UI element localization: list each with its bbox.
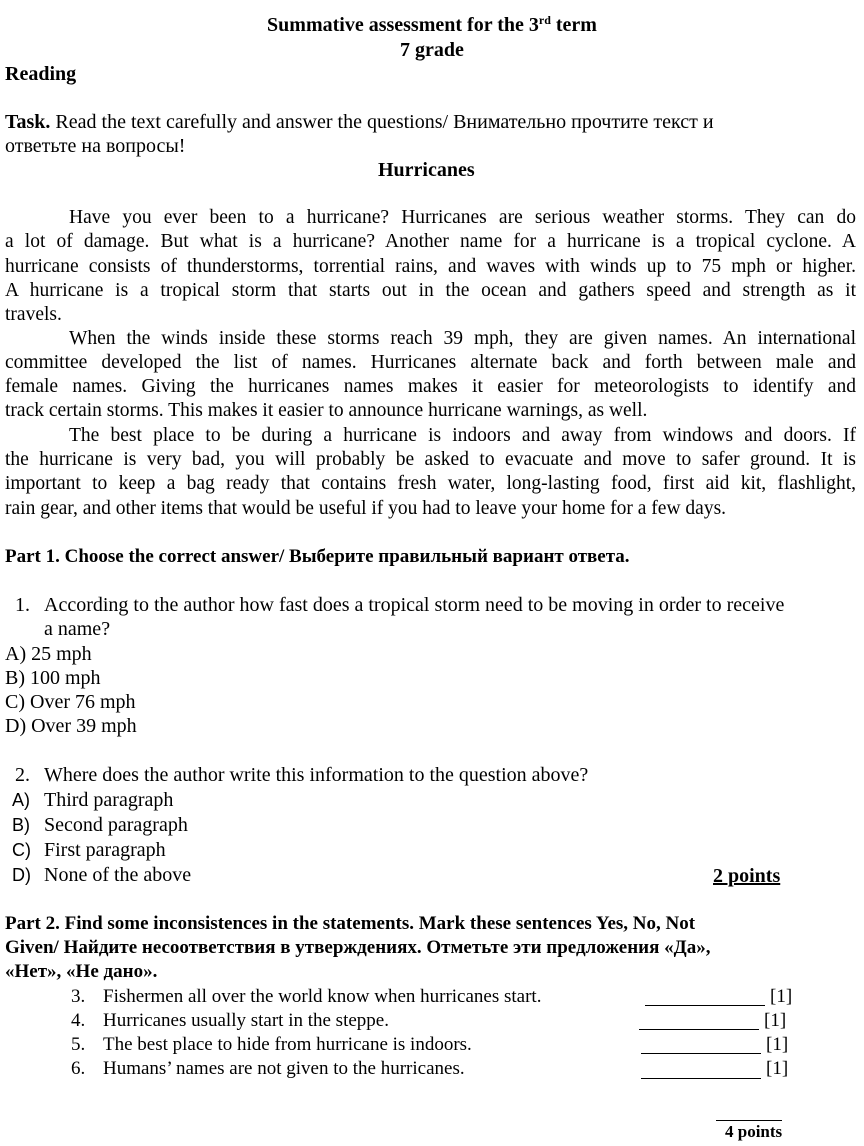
statement-mark: [1] xyxy=(764,1010,787,1031)
passage-line: the hurricane is very bad, you will probably be asked to evacuate and move to safer ground. It is xyxy=(5,449,856,470)
passage-line: committee developed the list of names. Hurricanes alternate back and forth between male and xyxy=(5,352,856,373)
statement-mark: [1] xyxy=(770,986,793,1007)
question-number: 1. xyxy=(15,594,30,616)
passage-line: travels. xyxy=(5,304,62,325)
option-letter: A) xyxy=(12,790,30,810)
statement-text: The best place to hide from hurricane is indoors. xyxy=(103,1034,472,1055)
section-heading: Reading xyxy=(5,63,77,85)
answer-option: D) Over 39 mph xyxy=(5,715,137,737)
answer-option: None of the above xyxy=(44,864,192,886)
passage-line: female names. Giving the hurricanes names makes it easier for meteorologists to identify and xyxy=(5,376,856,397)
statement-number: 4. xyxy=(71,1010,86,1031)
question-1-text-line2: a name? xyxy=(44,618,111,640)
statement-number: 5. xyxy=(71,1034,86,1055)
part1-points: 2 points xyxy=(713,865,781,887)
answer-option: A) 25 mph xyxy=(5,643,92,665)
passage-line: a lot of damage. But what is a hurricane? Another name for a hurricane is a tropical cyclone. A xyxy=(5,231,856,252)
answer-blank[interactable] xyxy=(641,1078,761,1079)
statement-number: 3. xyxy=(71,986,86,1007)
answer-option: C) Over 76 mph xyxy=(5,691,136,713)
answer-option: Third paragraph xyxy=(44,789,174,811)
passage-line: The best place to be during a hurricane is indoors and away from windows and doors. If xyxy=(69,425,856,446)
answer-option: B) 100 mph xyxy=(5,667,101,689)
statement-text: Fishermen all over the world know when hurricanes start. xyxy=(103,986,542,1007)
passage-line: When the winds inside these storms reach 39 mph, they are given names. An international xyxy=(69,328,856,349)
title-text: Summative assessment for the 3 xyxy=(267,14,539,36)
statement-text: Humans’ names are not given to the hurricanes. xyxy=(103,1058,465,1079)
passage-line: Have you ever been to a hurricane? Hurricanes are serious weather storms. They can do xyxy=(69,207,856,228)
answer-blank[interactable] xyxy=(639,1029,759,1030)
option-letter: D) xyxy=(12,865,31,885)
passage-line: track certain storms. This makes it easier to announce hurricane warnings, as well. xyxy=(5,400,648,421)
task-label: Task. xyxy=(5,111,51,133)
answer-blank[interactable] xyxy=(645,1005,765,1006)
statement-mark: [1] xyxy=(766,1034,789,1055)
title-suffix: term xyxy=(550,14,597,36)
option-letter: C) xyxy=(12,840,31,860)
task-instruction-line2: ответьте на вопросы! xyxy=(5,135,186,157)
passage-line: rain gear, and other items that would be useful if you had to leave your home for a few days. xyxy=(5,498,727,519)
part1-heading: Part 1. Choose the correct answer/ Выберите правильный вариант ответа. xyxy=(5,546,630,567)
answer-blank[interactable] xyxy=(641,1053,761,1054)
part2-heading-line2: Given/ Найдите несоответствия в утверждениях. Отметьте эти предложения «Да», xyxy=(5,937,711,958)
question-number: 2. xyxy=(15,764,30,786)
title-superscript: rd xyxy=(538,13,551,27)
passage-line: A hurricane is a tropical storm that starts out in the ocean and gathers speed and strength as it xyxy=(5,280,856,301)
part2-points: 4 points xyxy=(716,1120,782,1143)
part2-heading: Part 2. Find some inconsistences in the statements. Mark these sentences Yes, No, Not xyxy=(5,913,696,934)
answer-option: First paragraph xyxy=(44,839,166,861)
option-letter: B) xyxy=(12,815,30,835)
passage-title: Hurricanes xyxy=(378,159,475,181)
answer-option: Second paragraph xyxy=(44,814,188,836)
passage-line: hurricane consists of thunderstorms, torrential rains, and waves with winds up to 75 mph or higher. xyxy=(5,256,856,277)
statement-text: Hurricanes usually start in the steppe. xyxy=(103,1010,389,1031)
statement-number: 6. xyxy=(71,1058,86,1079)
question-2-text: Where does the author write this information to the question above? xyxy=(44,764,589,786)
task-text: Read the text carefully and answer the questions/ Внимательно прочтите текст и xyxy=(50,111,714,133)
part2-heading-line3: «Нет», «Не дано». xyxy=(5,961,158,982)
statement-mark: [1] xyxy=(766,1058,789,1079)
task-instruction xyxy=(5,110,714,134)
document-title xyxy=(0,13,864,37)
question-1-text: According to the author how fast does a tropical storm need to be moving in order to receive xyxy=(44,594,785,616)
passage-line: important to keep a bag ready that contains fresh water, long-lasting food, first aid kit, flashlight, xyxy=(5,473,856,494)
grade-label: 7 grade xyxy=(400,39,464,61)
